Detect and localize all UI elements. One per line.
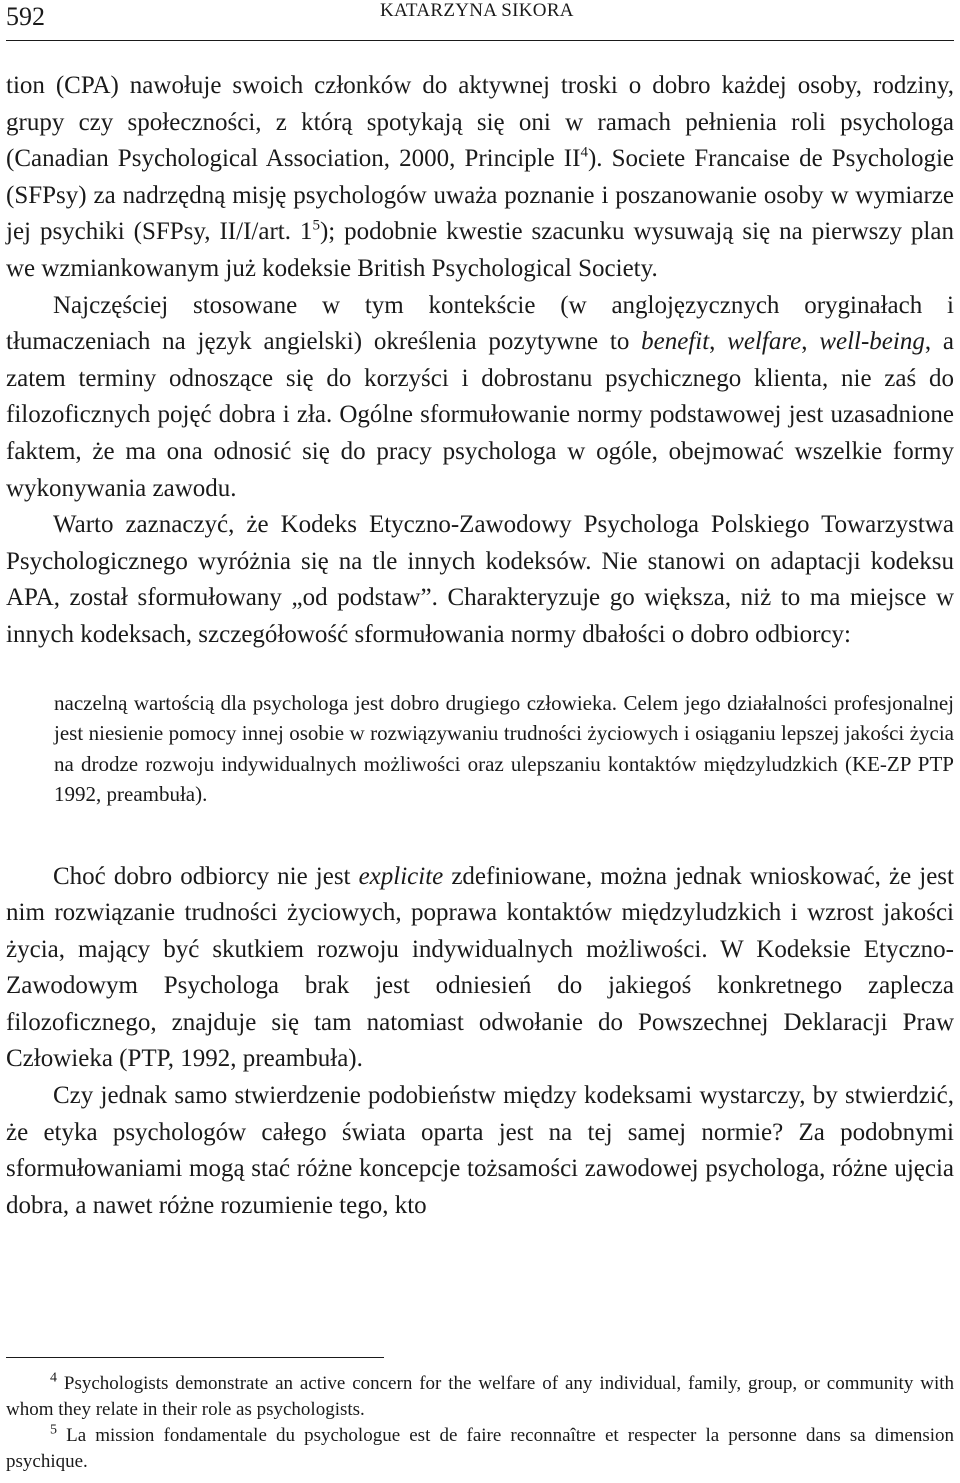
italic-term: explicite bbox=[358, 862, 444, 890]
running-head: KATARZYNA SIKORA bbox=[380, 0, 574, 21]
page-header bbox=[6, 0, 954, 41]
footnotes bbox=[6, 1371, 954, 1475]
italic-term: welfare bbox=[727, 328, 802, 356]
paragraph: Najczęściej stosowane w tym kontekście (w anglojęzycznych oryginałach i tłumaczeniach na język angielski) określenia pozytywne to benefit, welfare, well-being, a zatem terminy odnoszące się do korzyści i dobrostanu psychicznego klienta, nie zaś do filozoficznych pojęć dobra i zła. Ogólne sformułowanie normy podstawowej jest uzasadnione faktem, że ma ona odnosić się do pracy psychologa w ogóle, obejmować wszelkie formy wykonywania zawodu. bbox=[6, 291, 954, 502]
body-text bbox=[6, 68, 954, 1224]
footnote-divider bbox=[6, 1357, 384, 1358]
italic-term: benefit bbox=[641, 328, 710, 356]
block-quote: naczelną wartością dla psychologa jest dobro drugiego człowieka. Celem jego działalności profesjonalnej jest niesienie pomocy innej osobie w rozwiązywaniu trudności życiowych i osiąganiu lepszej jakości życia na drodze rozwoju indywidualnych możliwości oraz ulepszaniu kontaktów międzyludzkich (KE-ZP PTP 1992, preambuła). bbox=[54, 690, 954, 806]
paragraph: Czy jednak samo stwierdzenie podobieństw między kodeksami wystarczy, by stwierdzić, że etyka psychologów całego świata oparta jest na tej samej normie? Za podobnymi sformułowaniami mogą stać różne koncepcje tożsamości zawodowej psychologa, różne ujęcia dobra, a nawet różne rozumienie tego, kto bbox=[6, 1082, 954, 1219]
paragraph: Choć dobro odbiorcy nie jest explicite zdefiniowane, można jednak wnioskować, że jest nim rozwiązanie trudności życiowych, poprawa kontaktów międzyludzkich i wzrost jakości życia, mający być skutkiem rozwoju indywidualnych możliwości. W Kodeksie Etyczno-Zawodowym Psychologa brak jest odniesień do jakiegoś konkretnego zaplecza filozoficznego, znajduje się tam natomiast odwołanie do Powszechnej Deklaracji Praw Człowieka (PTP, 1992, preambuła). bbox=[6, 862, 954, 1073]
paragraph: Warto zaznaczyć, że Kodeks Etyczno-Zawodowy Psychologa Polskiego Towarzystwa Psychologicznego wyróżnia się na tle innych kodeksów. Nie stanowi on adaptacji kodeksu APA, został sformułowany „od podstaw”. Charakteryzuje go większa, niż to ma miejsce w innych kodeksach, szczegółowość sformułowania normy dbałości o dobro odbiorcy: bbox=[6, 511, 954, 648]
footnote-item: $^5$ La mission fondamentale du psychologue est de faire reconnaître et respecter la personne dans sa dimension psychique. bbox=[6, 1422, 954, 1472]
page-number: 592 bbox=[6, 2, 45, 31]
italic-term: well-being bbox=[819, 328, 925, 356]
footnote-item: $^4$ Psychologists demonstrate an active concern for the welfare of any individual, family, group, or community with whom they relate in their role as psychologists. bbox=[6, 1370, 954, 1420]
footnote-marker: 5 bbox=[50, 1422, 57, 1438]
footnote-ref[interactable]: 4 bbox=[580, 144, 588, 161]
footnote-marker: 4 bbox=[50, 1370, 57, 1386]
footnote-ref[interactable]: 5 bbox=[312, 218, 320, 235]
paragraph: tion (CPA) nawołuje swoich członków do aktywnej troski o dobro każdej osoby, rodziny, grupy czy społeczności, z którą spotykają się oni w ramach pełnienia roli psychologa (Canadian Psychological Association, 2000, Principle $II^4$). Societe Francaise de Psychologie (SFPsy) za nadrzędną misję psychologów uważa poznanie i poszanowanie osoby w wymiarze jej psychiki (SFPsy, II/I/art. $1^5$); podobnie kwestie szacunku wysuwają się na pierwszy plan we wzmiankowanym już kodeksie British Psychological Society. bbox=[6, 72, 954, 282]
